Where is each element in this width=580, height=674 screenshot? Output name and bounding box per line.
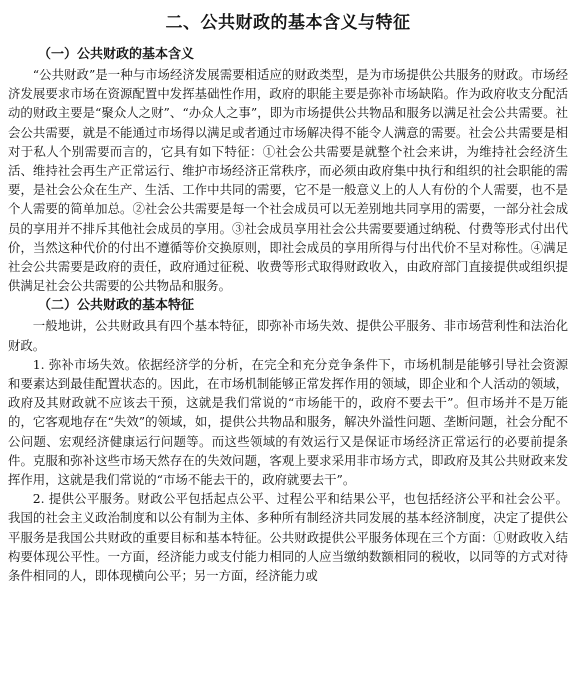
paragraph: “公共财政”是一种与市场经济发展需要相适应的财政类型，是为市场提供公共服务的财政。市场经济发展要求市场在资源配置中发挥基础性作用，政府的职能主要是弥补市场缺陷。作为政府收支分配活动的财政主要是“聚众人之财”、“办众人之事”，即为市场提供公共物品和服务以满足社会公共需要。社会公共需要，就是不能通过市场得以满足或者通过市场解决得不能令人满意的需要。社会公共需要是相对于私人个别需要而言的，它具有如下特征：①社会公共需要是就整个社会来讲，为维持社会经济生活、维持社会再生产正常运行、维护市场经济正常秩序，而必须由政府集中执行和组织的社会职能的需要，是社会公众在生产、生活、工作中共同的需要，它不是一般意义上的人人有份的个人需要，也不是个人需要的简单加总。②社会公共需要是每一个社会成员可以无差别地共同享用的需要，一部分社会成员的享用并不排斥其他社会成员的享用。③社会成员享用社会公共需要要通过纳税、付费等形式付出代价，当然这种代价的付出不遵循等价交换原则，即社会成员的享用所得与付出代价不呈对称性。④满足社会公共需要是政府的责任，政府通过征税、收费等形式取得财政收入，由政府部门直接提供或组织提供满足社会公共需要的公共物品和服务。 [8,67,568,294]
section-basic-features [8,296,568,585]
paragraph: 1. 弥补市场失效。依据经济学的分析，在完全和充分竞争条件下，市场机制是能够引导社会资源和要素达到最佳配置状态的。因此，在市场机制能够正常发挥作用的领域，即企业和个人活动的领域，政府及其财政就不应该去干预，这就是我们常说的“市场能干的，政府不要去干”。但市场并不是万能的，它客观地存在“失效”的领域，如，提供公共物品和服务，解决外溢性问题、垄断问题，社会分配不公问题、宏观经济健康运行问题等。而这些领域的有效运行又是保证市场经济正常运行的必要前提条件。克服和弥补这些市场天然存在的失效问题，客观上要求采用非市场方式，即政府及其公共财政来发挥作用，这就是我们常说的“市场不能去干的，政府就要去干”。 [8,356,568,488]
document-title: 二、公共财政的基本含义与特征 [165,13,411,33]
section-heading: （二）公共财政的基本特征 [38,298,195,314]
paragraph: 一般地讲，公共财政具有四个基本特征，即弥补市场失效、提供公平服务、非市场营利性和法治化财政。 [8,318,568,353]
paragraph: 2. 提供公平服务。财政公平包括起点公平、过程公平和结果公平，也包括经济公平和社会公平。我国的社会主义政治制度和以公有制为主体、多种所有制经济共同发展的基本经济制度，决定了提供公平服务是我国公共财政的重要目标和基本特征。公共财政提供公平服务体现在三个方面：①财政收入结构要体现公平性。一方面，经济能力或支付能力相同的人应当缴纳数额相同的税收，以同等的方式对待条件相同的人，即体现横向公平；另一方面，经济能力或 [8,491,568,584]
section-heading: （一）公共财政的基本含义 [38,47,195,62]
section-basic-meaning [8,45,568,295]
